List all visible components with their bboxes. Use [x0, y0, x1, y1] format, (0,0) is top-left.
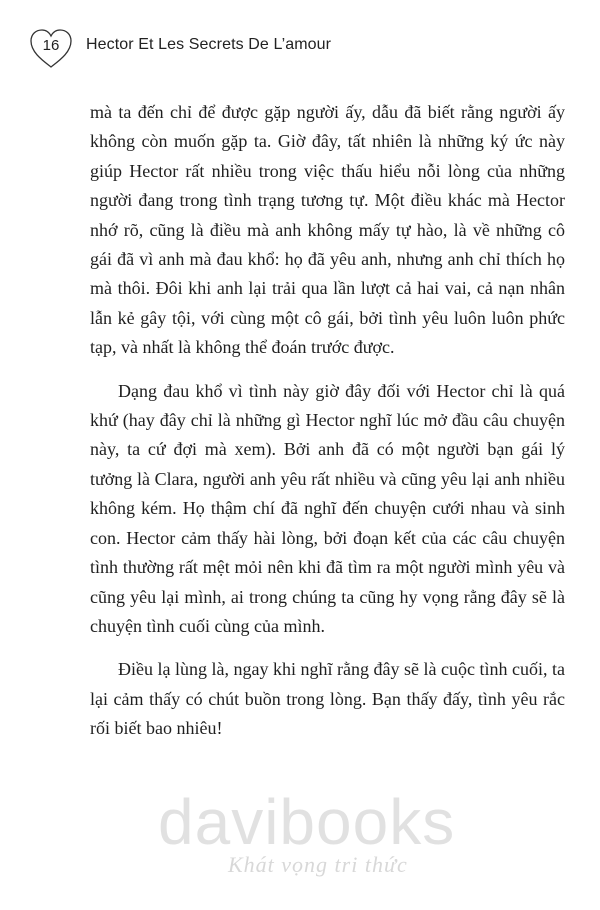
running-header-title: Hector Et Les Secrets De L’amour	[86, 36, 332, 53]
watermark-tagline: Khát vọng tri thức	[228, 852, 408, 877]
paragraph: Điều lạ lùng là, ngay khi nghĩ rằng đây sẽ là cuộc tình cuối, ta lại cảm thấy có chút buồn trong lòng. Bạn thấy đấy, tình yêu rắc rối biết bao nhiêu!	[90, 659, 565, 739]
page-number-badge	[28, 28, 74, 70]
paragraph: Dạng đau khổ vì tình này giờ đây đối với Hector chỉ là quá khứ (hay đây chỉ là những gì Hector nghĩ lúc mở đầu câu chuyện này, ta cứ đợi mà xem). Bởi anh đã có một người bạn gái lý tưởng là Clara, người anh yêu rất nhiều và cũng yêu lại anh nhiều không kém. Họ thậm chí đã nghĩ đến chuyện cưới nhau và sinh con. Hector cảm thấy hài lòng, bởi đoạn kết của các câu chuyện tình thường rất mệt mỏi nên khi đã tìm ra một người mình yêu và cũng yêu lại mình, ai trong chúng ta cũng hy vọng rằng đây sẽ là chuyện tình cuối cùng của mình.	[90, 380, 565, 636]
watermark-brand: davibooks	[158, 786, 456, 858]
paragraph: mà ta đến chỉ để được gặp người ấy, dẫu đã biết rằng người ấy không còn muốn gặp ta. Giờ đây, tất nhiên là những ký ức này giúp Hector rất nhiều trong việc thấu hiểu nỗi lòng của những người đang trong tình trạng tương tự. Một điều khác mà Hector nhớ rõ, cũng là điều mà anh không mấy tự hào, là về những cô gái đã vì anh mà đau khổ: họ đã yêu anh, nhưng anh chỉ thích họ mà thôi. Đôi khi anh lại trải qua lần lượt cả hai vai, cả nạn nhân lẫn kẻ gây tội, với cùng một cô gái, bởi tình yêu luôn luôn phức tạp, và nhất là không thể đoán trước được.	[90, 102, 565, 358]
page-number: 16	[42, 37, 60, 54]
page-header	[28, 28, 548, 68]
watermark	[0, 786, 600, 890]
body-text	[90, 98, 565, 758]
